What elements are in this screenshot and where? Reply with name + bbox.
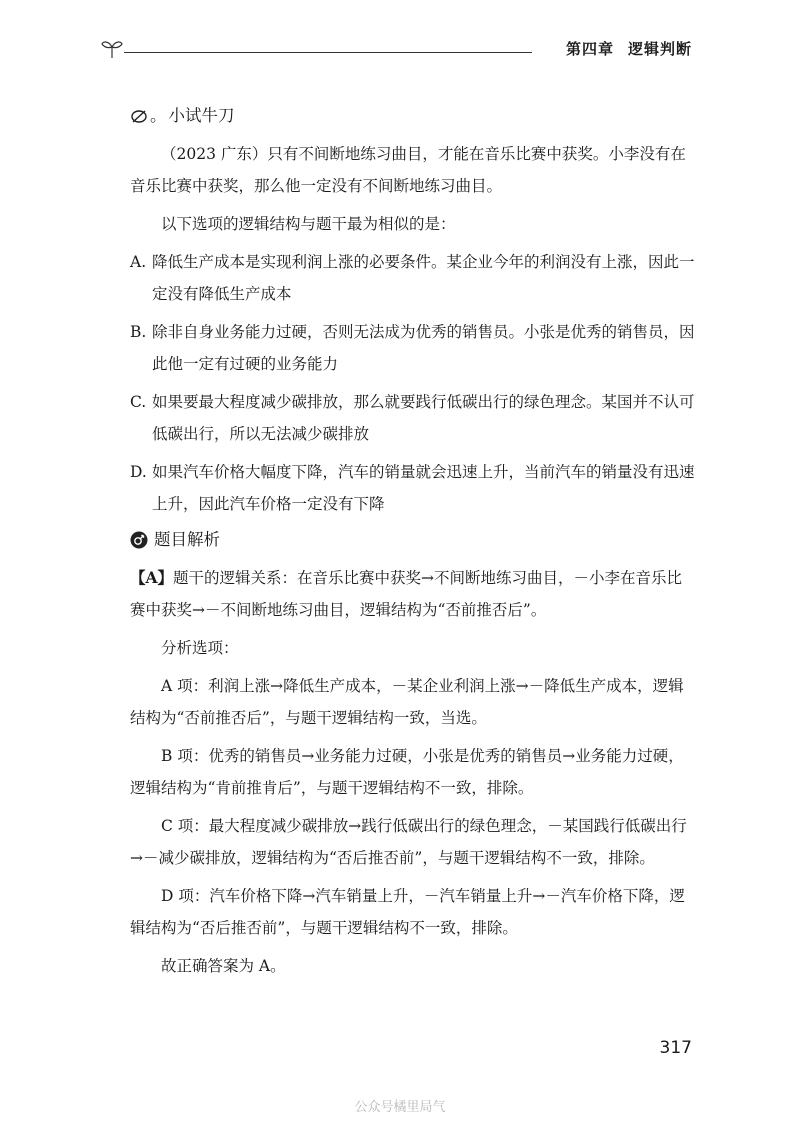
heading-dot: 。 <box>150 106 167 125</box>
analysis-item-c: C 项：最大程度减少碳排放→践行低碳出行的绿色理念，－某国践行低碳出行→－减少碳排放，逻辑结构为“否后推否前”，与题干逻辑结构不一致，排除。 <box>130 817 687 867</box>
analysis-subheading: 分析选项： <box>161 639 239 657</box>
option-a <box>130 246 696 310</box>
option-text: 降低生产成本是实现利润上涨的必要条件。某企业今年的利润没有上涨，因此一定没有降低生产成本 <box>152 253 695 303</box>
header-rule <box>124 52 532 53</box>
analysis-heading <box>130 524 696 556</box>
question-prompt: 以下选项的逻辑结构与题干最为相似的是： <box>161 215 456 233</box>
analysis-item-d: D 项：汽车价格下降→汽车销量上升，－汽车销量上升→－汽车价格下降，逻辑结构为“否后推否前”，与题干逻辑结构不一致，排除。 <box>130 887 685 937</box>
analysis-summary <box>130 562 696 626</box>
page-number: 317 <box>659 1038 692 1058</box>
option-label: B. <box>130 323 147 341</box>
chapter-title: 逻辑判断 <box>627 40 692 58</box>
option-text: 除非自身业务能力过硬，否则无法成为优秀的销售员。小张是优秀的销售员，因此他一定有过硬的业务能力 <box>152 323 695 373</box>
analysis-badge-icon <box>130 531 148 549</box>
answer-tag: 【A】 <box>130 568 174 587</box>
analysis-item-b: B 项：优秀的销售员→业务能力过硬，小张是优秀的销售员→业务能力过硬，逻辑结构为“肯前推肯后”，与题干逻辑结构不一致，排除。 <box>130 747 684 797</box>
running-header <box>100 36 700 60</box>
option-text: 如果汽车价格大幅度下降，汽车的销量就会迅速上升，当前汽车的销量没有迅速上升，因此汽车价格一定没有下降 <box>152 463 695 513</box>
option-label: A. <box>130 253 147 271</box>
option-text: 如果要最大程度减少碳排放，那么就要践行低碳出行的绿色理念。某国并不认可低碳出行，所以无法减少碳排放 <box>152 393 695 443</box>
analysis-item-a: A 项：利润上涨→降低生产成本，－某企业利润上涨→－降低生产成本，逻辑结构为“否前推否后”，与题干逻辑结构一致，当选。 <box>130 677 684 727</box>
analysis-title: 题目解析 <box>154 530 220 549</box>
chapter-number: 第四章 <box>565 40 614 58</box>
chapter-label <box>566 38 692 59</box>
option-c <box>130 386 696 450</box>
analysis-conclusion: 故正确答案为 A。 <box>161 957 286 975</box>
option-label: C. <box>130 393 147 411</box>
summary-text: 题干的逻辑关系：在音乐比赛中获奖→不间断地练习曲目，－小李在音乐比赛中获奖→－不间断地练习曲目，逻辑结构为“否前推否后”。 <box>130 569 683 619</box>
option-d <box>130 456 696 520</box>
sprout-icon <box>100 36 124 60</box>
option-label: D. <box>130 463 147 481</box>
practice-heading <box>130 100 696 132</box>
question-stem: （2023 广东）只有不间断地练习曲目，才能在音乐比赛中获奖。小李没有在音乐比赛中获奖，那么他一定没有不间断地练习曲目。 <box>130 145 686 195</box>
slash-circle-icon <box>130 107 148 125</box>
content <box>130 100 696 982</box>
watermark: 公众号橘里局气 <box>354 1100 446 1115</box>
option-b <box>130 316 696 380</box>
practice-title: 小试牛刀 <box>168 106 235 125</box>
